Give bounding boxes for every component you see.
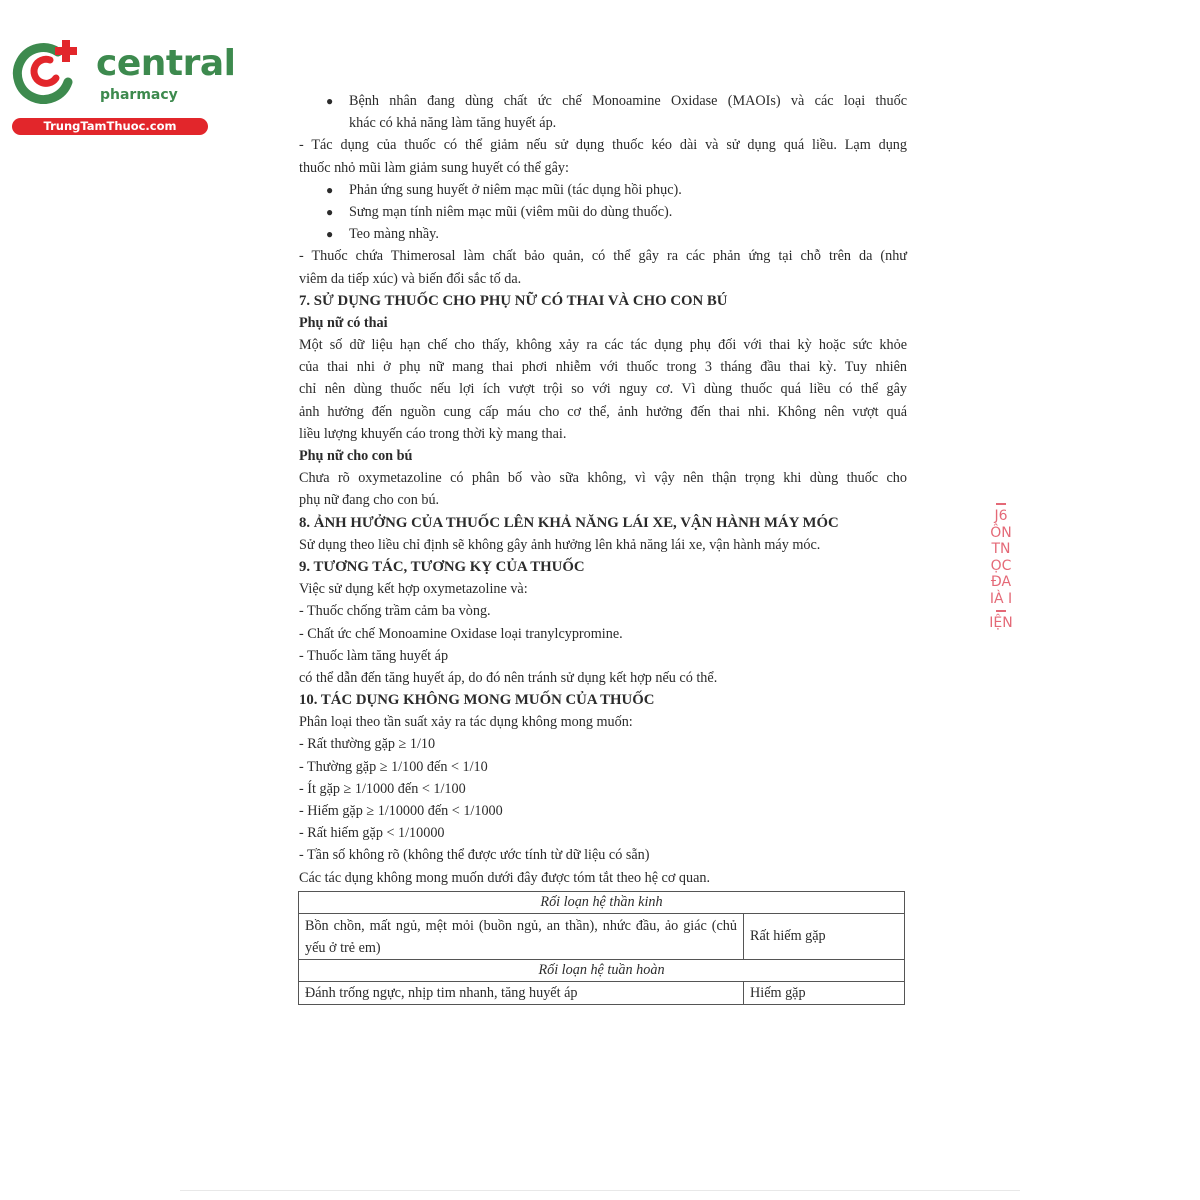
text-line: - Thuốc làm tăng huyết áp	[299, 647, 449, 664]
text-line: Phân loại theo tần suất xảy ra tác dụng không mong muốn:	[299, 714, 633, 731]
table-category-row	[299, 960, 905, 982]
text-line: ảnh hưởng đến nguồn cung cấp máu cho cơ thể, ảnh hưởng đến thai nhi. Không nên vượt quá	[299, 403, 907, 420]
text-line: - Thuốc chứa Thimerosal làm chất bảo quản, có thể gây ra các phản ứng tại chỗ trên da (như	[299, 248, 907, 265]
text-line: Một số dữ liệu hạn chế cho thấy, không xảy ra các tác dụng phụ đối với thai kỳ hoặc sức khỏe	[299, 337, 907, 354]
text-line: Chưa rõ oxymetazoline có phân bố vào sữa không, vì vậy nên thận trọng khi dùng thuốc cho	[299, 470, 907, 487]
text-line: viêm da tiếp xúc) và biến đổi sắc tố da.	[299, 270, 522, 287]
text-line: của thai nhi ở phụ nữ mang thai phơi nhiễm với thuốc trong 3 tháng đầu thai kỳ. Tuy nhiên	[299, 359, 907, 376]
frequency-item: - Tần số không rõ (không thể được ước tính từ dữ liệu có sẵn)	[299, 847, 650, 864]
symptoms-cell: Đánh trống ngực, nhịp tim nhanh, tăng huyết áp	[299, 982, 744, 1005]
bullet-item: ● Bệnh nhân đang dùng chất ức chế Monoamine Oxidase (MAOIs) và các loại thuốc	[299, 90, 907, 112]
red-stamp-fragment	[986, 500, 1016, 660]
bullet-icon: ●	[326, 204, 334, 219]
frequency-item: - Hiếm gặp ≥ 1/10000 đến < 1/1000	[299, 803, 503, 819]
text-line: - Thuốc chống trầm cảm ba vòng.	[299, 603, 491, 620]
bullet-item: ● Sưng mạn tính niêm mạc mũi (viêm mũi do dùng thuốc).	[299, 201, 907, 223]
logo-name: central	[96, 43, 236, 84]
bullet-icon: ●	[326, 94, 334, 108]
category-nervous-system: Rối loạn hệ thần kinh	[299, 892, 905, 914]
section-heading-10: 10. TÁC DỤNG KHÔNG MONG MUỐN CỦA THUỐC	[299, 692, 655, 709]
table-category-row	[299, 892, 905, 914]
stamp-text: ỌC	[990, 557, 1012, 574]
page-bottom-edge	[180, 1190, 1020, 1191]
table-row	[299, 914, 905, 960]
adverse-effects-table	[298, 891, 905, 1005]
document-body	[299, 90, 907, 889]
symptoms-cell: Bồn chồn, mất ngủ, mệt mỏi (buồn ngủ, an thần), nhức đầu, ảo giác (chủ yếu ở trẻ em)	[299, 914, 744, 960]
stamp-mark	[996, 610, 1006, 612]
text-line: liều lượng khuyến cáo trong thời kỳ mang thai.	[299, 425, 567, 442]
stamp-text: IÀ I	[989, 590, 1013, 607]
bullet-item: ● Phản ứng sung huyết ở niêm mạc mũi (tác dụng hồi phục).	[299, 179, 907, 201]
category-circulatory-system: Rối loạn hệ tuần hoàn	[299, 960, 905, 982]
frequency-cell: Hiếm gặp	[744, 982, 905, 1005]
stamp-text: J6	[994, 508, 1008, 524]
logo-url-badge[interactable]: TrungTamThuoc.com	[12, 118, 208, 135]
subheading-breastfeeding: Phụ nữ cho con bú	[299, 448, 413, 464]
stamp-text: IỆN	[989, 615, 1013, 631]
text-line: Các tác dụng không mong muốn dưới đây được tóm tắt theo hệ cơ quan.	[299, 869, 711, 886]
stamp-text: TN	[991, 541, 1011, 557]
text-line: phụ nữ đang cho con bú.	[299, 492, 440, 509]
frequency-item: - Ít gặp ≥ 1/1000 đến < 1/100	[299, 780, 466, 797]
section-heading-9: 9. TƯƠNG TÁC, TƯƠNG KỴ CỦA THUỐC	[299, 558, 585, 575]
table-row	[299, 982, 905, 1005]
text-line: Việc sử dụng kết hợp oxymetazoline và:	[299, 581, 528, 598]
frequency-cell: Rất hiếm gặp	[744, 914, 905, 960]
stamp-text: ĐA	[990, 574, 1012, 590]
bullet-item: ● Teo màng nhầy.	[299, 223, 907, 245]
text-line: khác có khả năng làm tăng huyết áp.	[349, 115, 557, 132]
section-heading-8: 8. ẢNH HƯỞNG CỦA THUỐC LÊN KHẢ NĂNG LÁI XE, VẬN HÀNH MÁY MÓC	[299, 514, 839, 531]
text-line: thuốc nhỏ mũi làm giảm sung huyết có thể gây:	[299, 159, 569, 176]
frequency-item: - Rất hiếm gặp < 1/10000	[299, 825, 445, 842]
text-line: - Chất ức chế Monoamine Oxidase loại tranylcypromine.	[299, 625, 623, 642]
central-pharmacy-logo	[10, 38, 236, 138]
stamp-text: ÔN	[990, 524, 1012, 541]
logo-subtitle: pharmacy	[100, 87, 178, 103]
section-heading-7: 7. SỬ DỤNG THUỐC CHO PHỤ NỮ CÓ THAI VÀ CHO CON BÚ	[299, 292, 728, 309]
text-line: chỉ nên dùng thuốc nếu lợi ích vượt trội so với nguy cơ. Vì dùng thuốc quá liều có thể gây	[299, 381, 907, 398]
bullet-icon: ●	[326, 182, 334, 197]
frequency-item: - Rất thường gặp ≥ 1/10	[299, 736, 436, 753]
stamp-mark	[996, 503, 1006, 505]
pharmacy-cross-icon	[10, 38, 82, 104]
text-line: có thể dẫn đến tăng huyết áp, do đó nên tránh sử dụng kết hợp nếu có thể.	[299, 669, 718, 686]
bullet-icon: ●	[326, 227, 334, 242]
text-line: - Tác dụng của thuốc có thể giảm nếu sử dụng thuốc kéo dài và sử dụng quá liều. Lạm dụng	[299, 137, 907, 154]
subheading-pregnancy: Phụ nữ có thai	[299, 314, 388, 331]
frequency-item: - Thường gặp ≥ 1/100 đến < 1/10	[299, 758, 488, 775]
text-line: Sử dụng theo liều chỉ định sẽ không gây ảnh hưởng lên khả năng lái xe, vận hành máy móc.	[299, 536, 821, 553]
